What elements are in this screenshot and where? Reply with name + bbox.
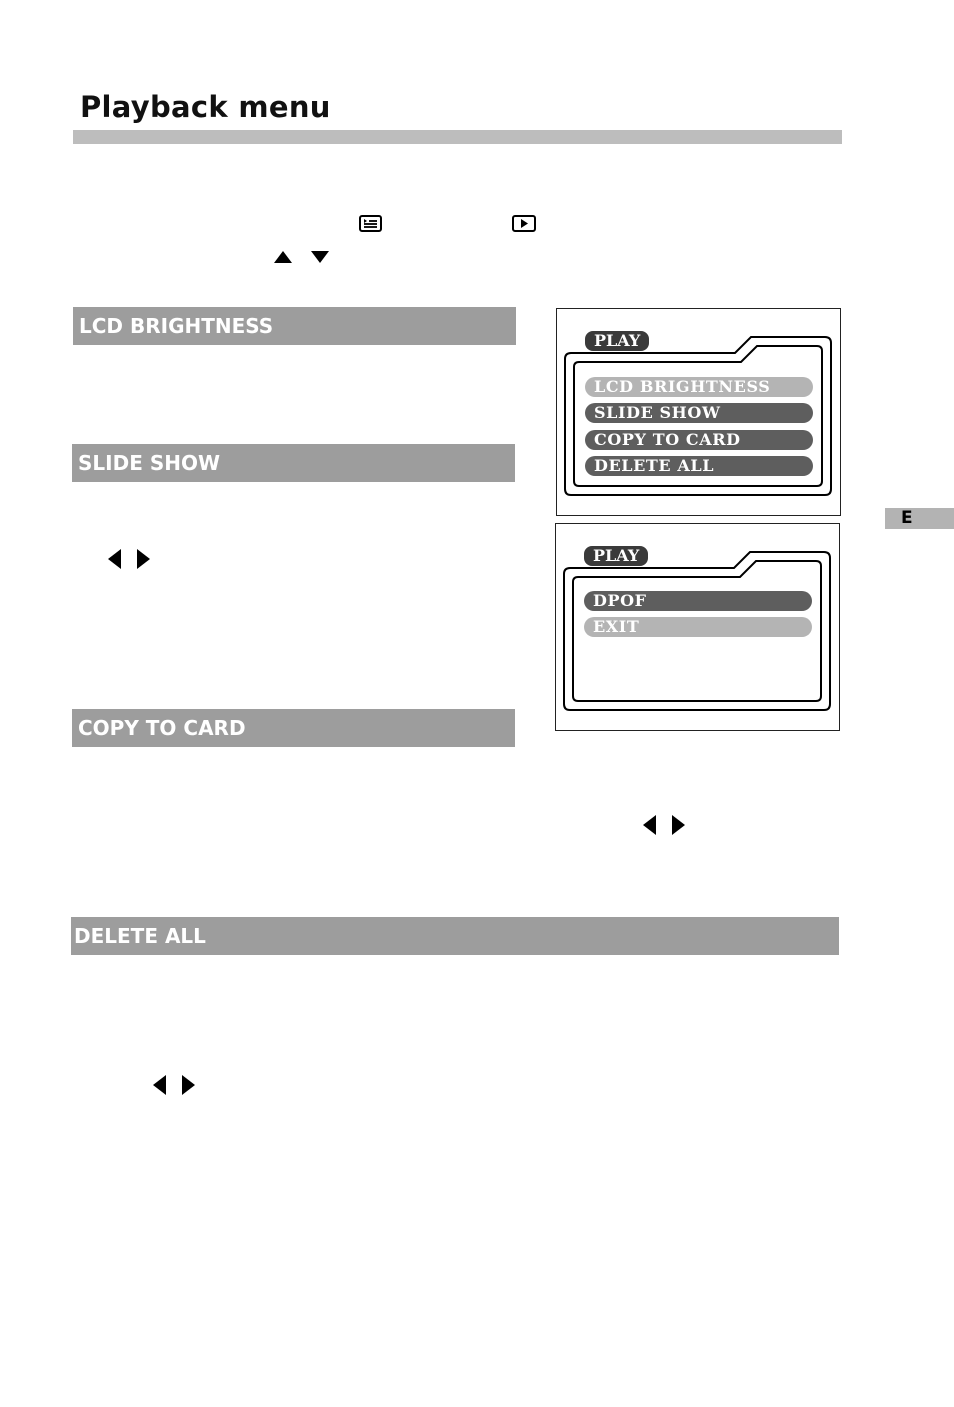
triangle-left-icon [643,815,656,835]
triangle-down-icon [310,250,330,264]
section-lcd-brightness: LCD BRIGHTNESS [73,307,516,345]
section-slide-show: SLIDE SHOW [72,444,515,482]
triangle-right-icon [137,549,150,569]
triangle-right-icon [672,815,685,835]
title-rule [73,130,842,144]
language-tab: E [885,508,954,529]
play-mode-icon [512,215,536,232]
menu-icon [359,215,382,232]
menu-item-dpof[interactable]: DPOF [584,591,812,611]
menu-item-lcd-brightness[interactable]: LCD BRIGHTNESS [585,377,813,397]
lcd-tab-play: PLAY [584,546,648,566]
arrow-pair-delete-all [152,1074,198,1096]
triangle-left-icon [108,549,121,569]
lcd-screen-menu-2 [555,523,840,731]
section-copy-to-card: COPY TO CARD [72,709,515,747]
menu-item-copy-to-card[interactable]: COPY TO CARD [585,430,813,450]
section-delete-all: DELETE ALL [71,917,839,955]
arrow-pair-copy-to-card [642,814,688,836]
lcd-screen-menu-1 [556,308,841,516]
triangle-left-icon [153,1075,166,1095]
triangle-right-icon [182,1075,195,1095]
menu-item-delete-all[interactable]: DELETE ALL [585,456,813,476]
triangle-up-icon [273,250,293,264]
page-title: Playback menu [80,90,331,124]
menu-item-exit[interactable]: EXIT [584,617,812,637]
lcd-tab-play: PLAY [585,331,649,351]
menu-item-slide-show[interactable]: SLIDE SHOW [585,403,813,423]
arrow-pair-slide-show [107,548,153,570]
